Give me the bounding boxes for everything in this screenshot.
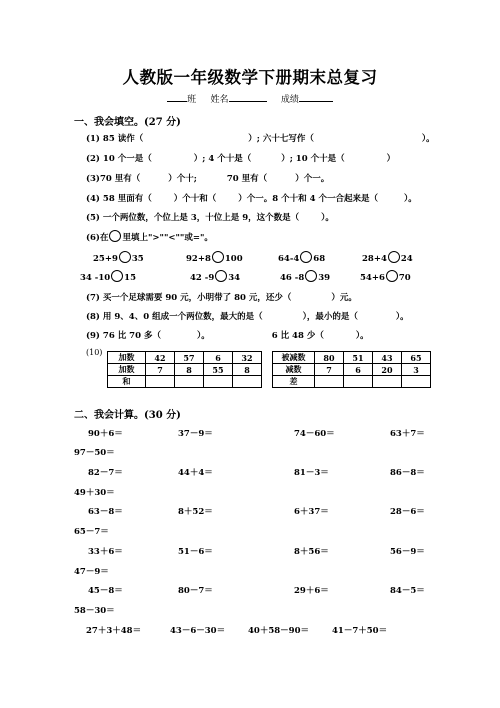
compare-item: [93, 251, 144, 264]
compare-circle[interactable]: [305, 270, 317, 282]
q7-part-b: ）元。: [331, 293, 357, 303]
answer-cell[interactable]: [146, 376, 175, 388]
q8-part-a: (8) 用 9、4、0 组成一个两位数，最大的是（: [86, 312, 263, 322]
table-row: [273, 352, 431, 364]
q2-part-b: ）; 4 个十是（: [193, 154, 252, 164]
calc-item: 74－60＝: [294, 429, 335, 439]
q4-part-d: ）。: [403, 194, 417, 204]
section-1-heading: 一、我会填空。(27 分): [74, 117, 181, 128]
compare-item: [362, 251, 413, 264]
compare-circle[interactable]: [212, 251, 224, 263]
calc-item: 63－8＝: [88, 507, 123, 517]
table-cell: 差: [273, 376, 315, 388]
question-1: [86, 132, 435, 144]
answer-cell[interactable]: [175, 376, 204, 388]
table-row: [108, 376, 262, 388]
answer-cell[interactable]: [402, 376, 431, 388]
calc-item: 6＋37＝: [294, 507, 329, 517]
calc-item: 84－5＝: [390, 586, 425, 596]
calc-item: 65－7＝: [74, 527, 109, 537]
table-cell: 3: [402, 364, 431, 376]
q2-part-a: (2) 10 个一是（: [86, 154, 152, 164]
q2-part-c: ）; 10 个十是（: [281, 154, 345, 164]
calc-item: 8＋56＝: [294, 547, 329, 557]
q3-part-c: 70 里有（: [226, 174, 268, 184]
compare-right: 35: [131, 254, 144, 264]
table-cell: 6: [344, 364, 373, 376]
calc-item: 44＋4＝: [178, 468, 213, 478]
table-row: [273, 364, 431, 376]
q6-intro-b: 里填上">""<""或="。: [122, 233, 213, 243]
q8-part-b: ），最小的是（: [302, 312, 358, 322]
calc-item: 33＋6＝: [88, 547, 123, 557]
compare-item: [278, 251, 325, 264]
question-7: [86, 291, 357, 303]
name-blank[interactable]: [229, 92, 267, 102]
answer-cell[interactable]: [204, 376, 233, 388]
question-5: [86, 211, 334, 223]
table-cell: 8: [233, 364, 262, 376]
table-cell: 7: [315, 364, 344, 376]
table-cell: 43: [373, 352, 402, 364]
compare-item: [190, 270, 240, 283]
table-cell: 减数: [273, 364, 315, 376]
calc-item: 8＋52＝: [178, 507, 213, 517]
calc-item: 40＋58－90＝: [248, 626, 309, 636]
calc-item: 86－8＝: [390, 468, 425, 478]
answer-cell[interactable]: [373, 376, 402, 388]
compare-circle[interactable]: [388, 251, 400, 263]
table-cell: 8: [175, 364, 204, 376]
compare-right: 100: [224, 254, 243, 264]
compare-circle[interactable]: [119, 251, 131, 263]
q4-part-c: ）个一。8 个十和 4 个一合起来是（: [238, 194, 378, 204]
calc-item: 45－8＝: [88, 586, 123, 596]
circle-icon: [109, 230, 121, 242]
score-label: 成绩: [280, 95, 299, 105]
compare-left: 46 -8: [280, 273, 305, 283]
table-cell: 32: [233, 352, 262, 364]
question-9: [86, 329, 369, 341]
q9-part-b: ）。: [196, 331, 210, 341]
q3-part-a: (3)70 里有（: [86, 174, 141, 184]
page-title: 人教版一年级数学下册期末总复习: [122, 68, 378, 87]
question-4: [86, 192, 417, 204]
compare-left: 28+4: [362, 254, 387, 264]
question-6-intro: [86, 230, 213, 243]
compare-left: 92+8: [186, 254, 211, 264]
compare-left: 54+6: [360, 273, 385, 283]
table-cell: 和: [108, 376, 146, 388]
table-cell: 加数: [108, 352, 146, 364]
compare-item: [80, 270, 136, 283]
q1-part-a: (1) 85 读作（: [86, 134, 144, 144]
q4-part-b: ）个十和（: [173, 194, 217, 204]
q9-part-a: (9) 76 比 70 多（: [86, 331, 161, 341]
compare-right: 39: [318, 273, 331, 283]
compare-left: 64-4: [278, 254, 300, 264]
calc-item: 56－9＝: [390, 547, 425, 557]
calc-item: 37－9＝: [178, 429, 213, 439]
calc-item: 80－7＝: [178, 586, 213, 596]
q1-part-c: ）。: [421, 134, 435, 144]
q5-part-a: (5) 一个两位数，个位上是 3，十位上是 9，这个数是（: [86, 213, 300, 223]
compare-left: 34 -10: [80, 273, 111, 283]
calc-item: 27＋3＋48＝: [86, 626, 142, 636]
q8-part-c: ）。: [395, 312, 409, 322]
calc-item: 28－6＝: [390, 507, 425, 517]
table-cell: 加数: [108, 364, 146, 376]
calc-item: 41－7＋50＝: [332, 626, 388, 636]
table-cell: 7: [146, 364, 175, 376]
table-cell: 65: [402, 352, 431, 364]
subtraction-table: [272, 351, 431, 388]
q9-part-c: 6 比 48 少（: [271, 331, 324, 341]
q3-part-b: ）个十;: [168, 174, 197, 184]
compare-circle[interactable]: [111, 270, 123, 282]
table-cell: 6: [204, 352, 233, 364]
table-cell: 57: [175, 352, 204, 364]
calc-item: 90＋6＝: [88, 429, 123, 439]
q4-part-a: (4) 58 里面有（: [86, 194, 152, 204]
calc-item: 51－6＝: [178, 547, 213, 557]
compare-right: 34: [228, 273, 241, 283]
answer-cell[interactable]: [315, 376, 344, 388]
class-blank[interactable]: [167, 92, 187, 102]
compare-circle[interactable]: [300, 251, 312, 263]
calc-item: 63＋7＝: [390, 429, 425, 439]
compare-right: 15: [124, 273, 136, 283]
q3-part-d: ）个一。: [295, 174, 330, 184]
calc-item: 81－3＝: [294, 468, 329, 478]
compare-left: 25+9: [93, 254, 118, 264]
table-cell: 被减数: [273, 352, 315, 364]
table-row: [273, 376, 431, 388]
q9-part-d: ）。: [355, 331, 369, 341]
q2-part-d: ）: [386, 154, 396, 164]
compare-item: [360, 270, 411, 283]
table-cell: 42: [146, 352, 175, 364]
calc-item: 58－30＝: [74, 606, 115, 616]
table-cell: 20: [373, 364, 402, 376]
question-8: [86, 310, 409, 322]
class-label: 班: [187, 95, 197, 105]
compare-left: 42 -9: [190, 273, 215, 283]
calc-item: 49＋30＝: [74, 488, 115, 498]
question-10-label: (10): [86, 348, 103, 357]
calc-item: 47－9＝: [74, 567, 109, 577]
compare-circle[interactable]: [386, 270, 398, 282]
table-cell: 55: [204, 364, 233, 376]
table-row: [108, 364, 262, 376]
compare-item: [280, 270, 330, 283]
calc-item: 43－6－30＝: [170, 626, 226, 636]
answer-cell[interactable]: [344, 376, 373, 388]
q5-part-b: ）。: [321, 213, 334, 223]
q6-intro-a: (6)在: [86, 233, 109, 243]
calc-item: 82－7＝: [88, 468, 123, 478]
student-info-line: [0, 92, 500, 105]
q7-part-a: (7) 买一个足球需要 90 元，小明带了 80 元，还少（: [86, 293, 292, 303]
score-blank[interactable]: [299, 92, 333, 102]
compare-right: 24: [400, 254, 413, 264]
table-cell: 51: [344, 352, 373, 364]
question-2: [86, 152, 395, 164]
compare-right: 70: [398, 273, 411, 283]
compare-item: [186, 251, 243, 264]
answer-cell[interactable]: [233, 376, 262, 388]
section-2-heading: 二、我会计算。(30 分): [74, 410, 181, 421]
name-label: 姓名: [210, 95, 229, 105]
compare-circle[interactable]: [215, 270, 227, 282]
calc-item: 97－50＝: [74, 448, 115, 458]
table-row: [108, 352, 262, 364]
calc-item: 29＋6＝: [294, 586, 329, 596]
question-3: [86, 172, 329, 184]
compare-right: 68: [313, 254, 326, 264]
table-cell: 80: [315, 352, 344, 364]
addition-table: [107, 351, 262, 388]
q1-part-b: ）; 六十七写作（: [248, 134, 314, 144]
